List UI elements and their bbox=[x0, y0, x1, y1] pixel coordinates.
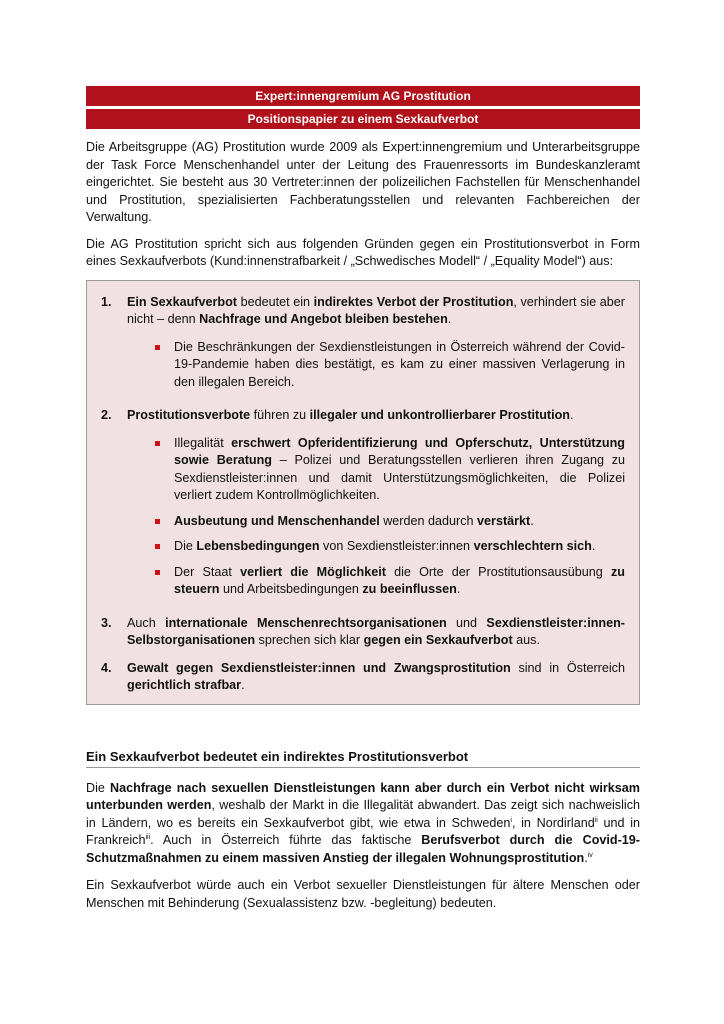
subpoint: Die Lebensbedingungen von Sexdienstleister:innen verschlechtern sich. bbox=[127, 538, 625, 556]
subpoint: Der Staat verliert die Möglichkeit die Orte der Prostitutionsausübung zu steuern und Arbeitsbedingungen zu beeinflussen. bbox=[127, 564, 625, 599]
intro-paragraph-2: Die AG Prostitution spricht sich aus folgenden Gründen gegen ein Prostitutionsverbot in Form eines Sexkaufverbots (Kund:innenstrafbarkeit / „Schwedisches Modell“ / „Equality Model“) aus: bbox=[86, 236, 640, 268]
reason-number: 2. bbox=[101, 408, 112, 422]
reason-1-subpoints bbox=[127, 339, 625, 392]
square-bullet-icon bbox=[155, 519, 160, 524]
intro-paragraph-1: Die Arbeitsgruppe (AG) Prostitution wurde 2009 als Expert:innengremium und Unterarbeitsgruppe der Task Force Menschenhandel unter der Leitung des Frauenressorts im Bundeskanzleramt eingerichtet. Sie besteht aus 30 Vertreter:innen der polizeilichen Fachstellen für Menschenhandel und Prostitution, spezialisierten Fachberatungsstellen und relevanten Fachbereichen der Verwaltung. bbox=[86, 140, 640, 224]
reason-2-text: Prostitutionsverbote führen zu illegaler und unkontrollierbarer Prostitution. bbox=[127, 408, 574, 422]
subpoint: Ausbeutung und Menschenhandel werden dadurch verstärkt. bbox=[127, 513, 625, 531]
subpoint: Die Beschränkungen der Sexdienstleistungen in Österreich während der Covid-19-Pandemie haben dies bestätigt, es kam zu einer massiven Verlagerung in den illegalen Bereich. bbox=[127, 339, 625, 392]
reason-1-text: Ein Sexkaufverbot bedeutet ein indirektes Verbot der Prostitution, verhindert sie aber nicht – denn Nachfrage und Angebot bleiben bestehen. bbox=[127, 294, 626, 326]
reason-item-3: 3. Auch internationale Menschenrechtsorganisationen und Sexdienstleister:innen-Selbstorganisationen sprechen sich klar gegen ein Sexkaufverbot aus. bbox=[101, 615, 625, 650]
footnote-ref[interactable]: iv bbox=[587, 851, 593, 859]
reason-number: 3. bbox=[101, 615, 112, 630]
footnote-ref[interactable]: ii bbox=[594, 816, 598, 824]
reasons-box bbox=[86, 280, 640, 705]
reason-2-subpoints bbox=[127, 435, 625, 599]
reason-number: 1. bbox=[101, 294, 112, 309]
section-paragraph-2: Ein Sexkaufverbot würde auch ein Verbot sexueller Dienstleistungen für ältere Menschen oder Menschen mit Behinderung (Sexualassistenz bzw. -begleitung) bedeuten. bbox=[86, 878, 640, 910]
document-content bbox=[86, 86, 640, 912]
reason-number: 4. bbox=[101, 660, 112, 675]
subpoint: Illegalität erschwert Opferidentifizierung und Opferschutz, Unterstützung sowie Beratung – Polizei und Beratungsstellen verlieren ihren Zugang zu Sexdienstleister:innen und damit Unterstützungsmöglichkeiten, die Polizei verliert zudem Kontrollmöglichkeiten. bbox=[127, 435, 625, 505]
section-heading: Ein Sexkaufverbot bedeutet ein indirektes Prostitutionsverbot bbox=[86, 749, 640, 768]
reason-item-4: 4. Gewalt gegen Sexdienstleister:innen und Zwangsprostitution sind in Österreich gerichtlich strafbar. bbox=[101, 660, 625, 695]
square-bullet-icon bbox=[155, 345, 160, 350]
square-bullet-icon bbox=[155, 441, 160, 446]
square-bullet-icon bbox=[155, 544, 160, 549]
square-bullet-icon bbox=[155, 570, 160, 575]
reason-item-1 bbox=[101, 294, 625, 398]
footnote-ref[interactable]: iii bbox=[145, 833, 151, 841]
section-paragraph-1: Die Nachfrage nach sexuellen Dienstleistungen kann aber durch ein Verbot nicht wirksam unterbunden werden, weshalb der Markt in die Illegalität abwandert. Das zeigt sich nachweislich in Ländern, wo es bereits ein Sexkaufverbot gibt, wie etwa in Schweden$^i$, in Nordirland$^{ii}$ und in Frankreich$^{iii}$. Auch in Österreich führte das faktische Berufsverbot durch die Covid-19-Schutzmaßnahmen zu einem massiven Anstieg der illegalen Wohnungsprostitution.$^{iv}$ bbox=[86, 780, 641, 865]
footnote-ref[interactable]: i bbox=[510, 816, 512, 824]
title-banner: Expert:innengremium AG Prostitution bbox=[86, 86, 640, 106]
reason-item-2 bbox=[101, 407, 625, 605]
subtitle-banner: Positionspapier zu einem Sexkaufverbot bbox=[86, 109, 640, 129]
